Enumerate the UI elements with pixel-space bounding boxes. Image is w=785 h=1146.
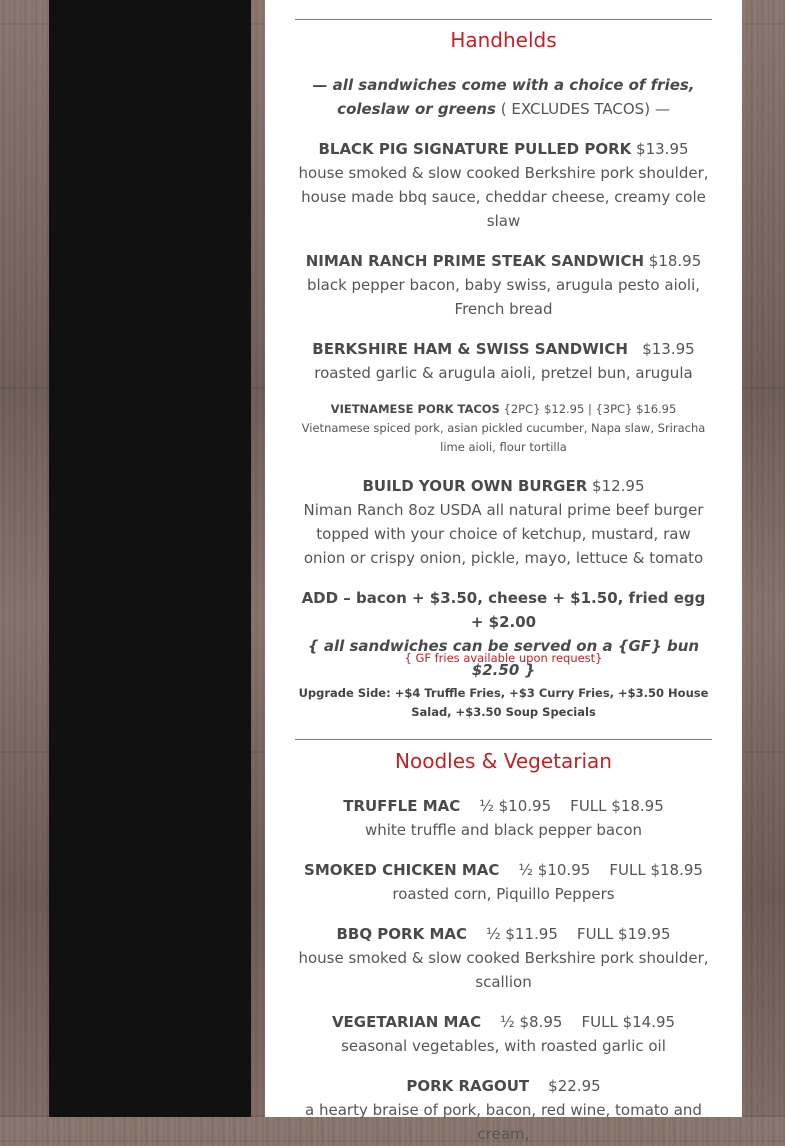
item-name: VEGETARIAN MAC bbox=[331, 1013, 482, 1031]
item-price: $18.95 bbox=[644, 252, 702, 270]
menu-item bbox=[295, 137, 712, 233]
menu-item bbox=[295, 858, 712, 906]
gf-fries-note: { GF fries available upon request} bbox=[404, 651, 603, 665]
handhelds-note bbox=[295, 73, 712, 121]
menu-item bbox=[295, 1074, 712, 1146]
item-description: Niman Ranch 8oz USDA all natural prime beef burger topped with your choice of ketchup, mustard, raw onion or crispy onion, pickle, mayo, lettuce & tomato bbox=[303, 501, 704, 567]
item-name: VIETNAMESE PORK TACOS bbox=[330, 402, 500, 416]
item-price: $13.95 bbox=[627, 340, 695, 358]
item-description: seasonal vegetables, with roasted garlic oil bbox=[341, 1037, 666, 1055]
item-price: ½ $11.95 FULL $19.95 bbox=[467, 925, 671, 943]
add-line: ADD – bacon + $3.50, cheese + $1.50, fried egg + $2.00 bbox=[301, 589, 706, 631]
menu-item bbox=[295, 474, 712, 570]
item-description: a hearty braise of pork, bacon, red wine, tomato and cream, bbox=[305, 1101, 702, 1143]
divider-noodles bbox=[295, 739, 712, 740]
item-description: house smoked & slow cooked Berkshire pork shoulder, house made bbq sauce, cheddar cheese, creamy cole slaw bbox=[298, 164, 709, 230]
item-price: $13.95 bbox=[631, 140, 689, 158]
item-name: SMOKED CHICKEN MAC bbox=[304, 861, 500, 879]
menu-item bbox=[295, 337, 712, 385]
menu-item bbox=[295, 1010, 712, 1058]
gf-bun-line: { all sandwiches can be served on a {GF} bun $2.50 } bbox=[307, 637, 700, 679]
section-title-handhelds: Handhelds bbox=[450, 28, 557, 52]
item-name: NIMAN RANCH PRIME STEAK SANDWICH bbox=[305, 252, 645, 270]
item-name: TRUFFLE MAC bbox=[343, 797, 461, 815]
divider-top bbox=[295, 19, 712, 20]
item-description: black pepper bacon, baby swiss, arugula pesto aioli, French bread bbox=[306, 276, 701, 318]
item-description: roasted corn, Piquillo Peppers bbox=[392, 885, 615, 903]
item-name: BLACK PIG SIGNATURE PULLED PORK bbox=[318, 140, 632, 158]
handhelds-note-italic: — all sandwiches come with a choice of fries, coleslaw or greens bbox=[312, 76, 695, 118]
section-title-noodles: Noodles & Vegetarian bbox=[395, 749, 612, 773]
item-description: white truffle and black pepper bacon bbox=[364, 821, 643, 839]
handhelds-note-plain: ( EXCLUDES TACOS) — bbox=[495, 100, 670, 118]
item-price: ½ $8.95 FULL $14.95 bbox=[481, 1013, 676, 1031]
upgrade-side-note: Upgrade Side: +$4 Truffle Fries, +$3 Curry Fries, +$3.50 House Salad, +$3.50 Soup Specials bbox=[298, 686, 709, 719]
menu-page bbox=[265, 0, 742, 1143]
item-price: {2PC} $12.95 | {3PC} $16.95 bbox=[499, 402, 677, 416]
menu-item bbox=[295, 249, 712, 321]
item-name: BUILD YOUR OWN BURGER bbox=[362, 477, 588, 495]
item-price: $12.95 bbox=[587, 477, 645, 495]
item-price: ½ $10.95 FULL $18.95 bbox=[460, 797, 664, 815]
item-description: Vietnamese spiced pork, asian pickled cucumber, Napa slaw, Sriracha lime aioli, flour tortilla bbox=[301, 421, 706, 454]
item-description: house smoked & slow cooked Berkshire pork shoulder, scallion bbox=[298, 949, 709, 991]
item-name: PORK RAGOUT bbox=[406, 1077, 530, 1095]
menu-item bbox=[295, 400, 712, 457]
item-description: roasted garlic & arugula aioli, pretzel bun, arugula bbox=[314, 364, 693, 382]
item-price: $22.95 bbox=[529, 1077, 601, 1095]
item-name: BERKSHIRE HAM & SWISS SANDWICH bbox=[312, 340, 628, 358]
menu-item bbox=[295, 794, 712, 842]
item-price: ½ $10.95 FULL $18.95 bbox=[499, 861, 703, 879]
left-sidebar bbox=[49, 0, 251, 1117]
menu-item bbox=[295, 922, 712, 994]
item-name: BBQ PORK MAC bbox=[336, 925, 467, 943]
